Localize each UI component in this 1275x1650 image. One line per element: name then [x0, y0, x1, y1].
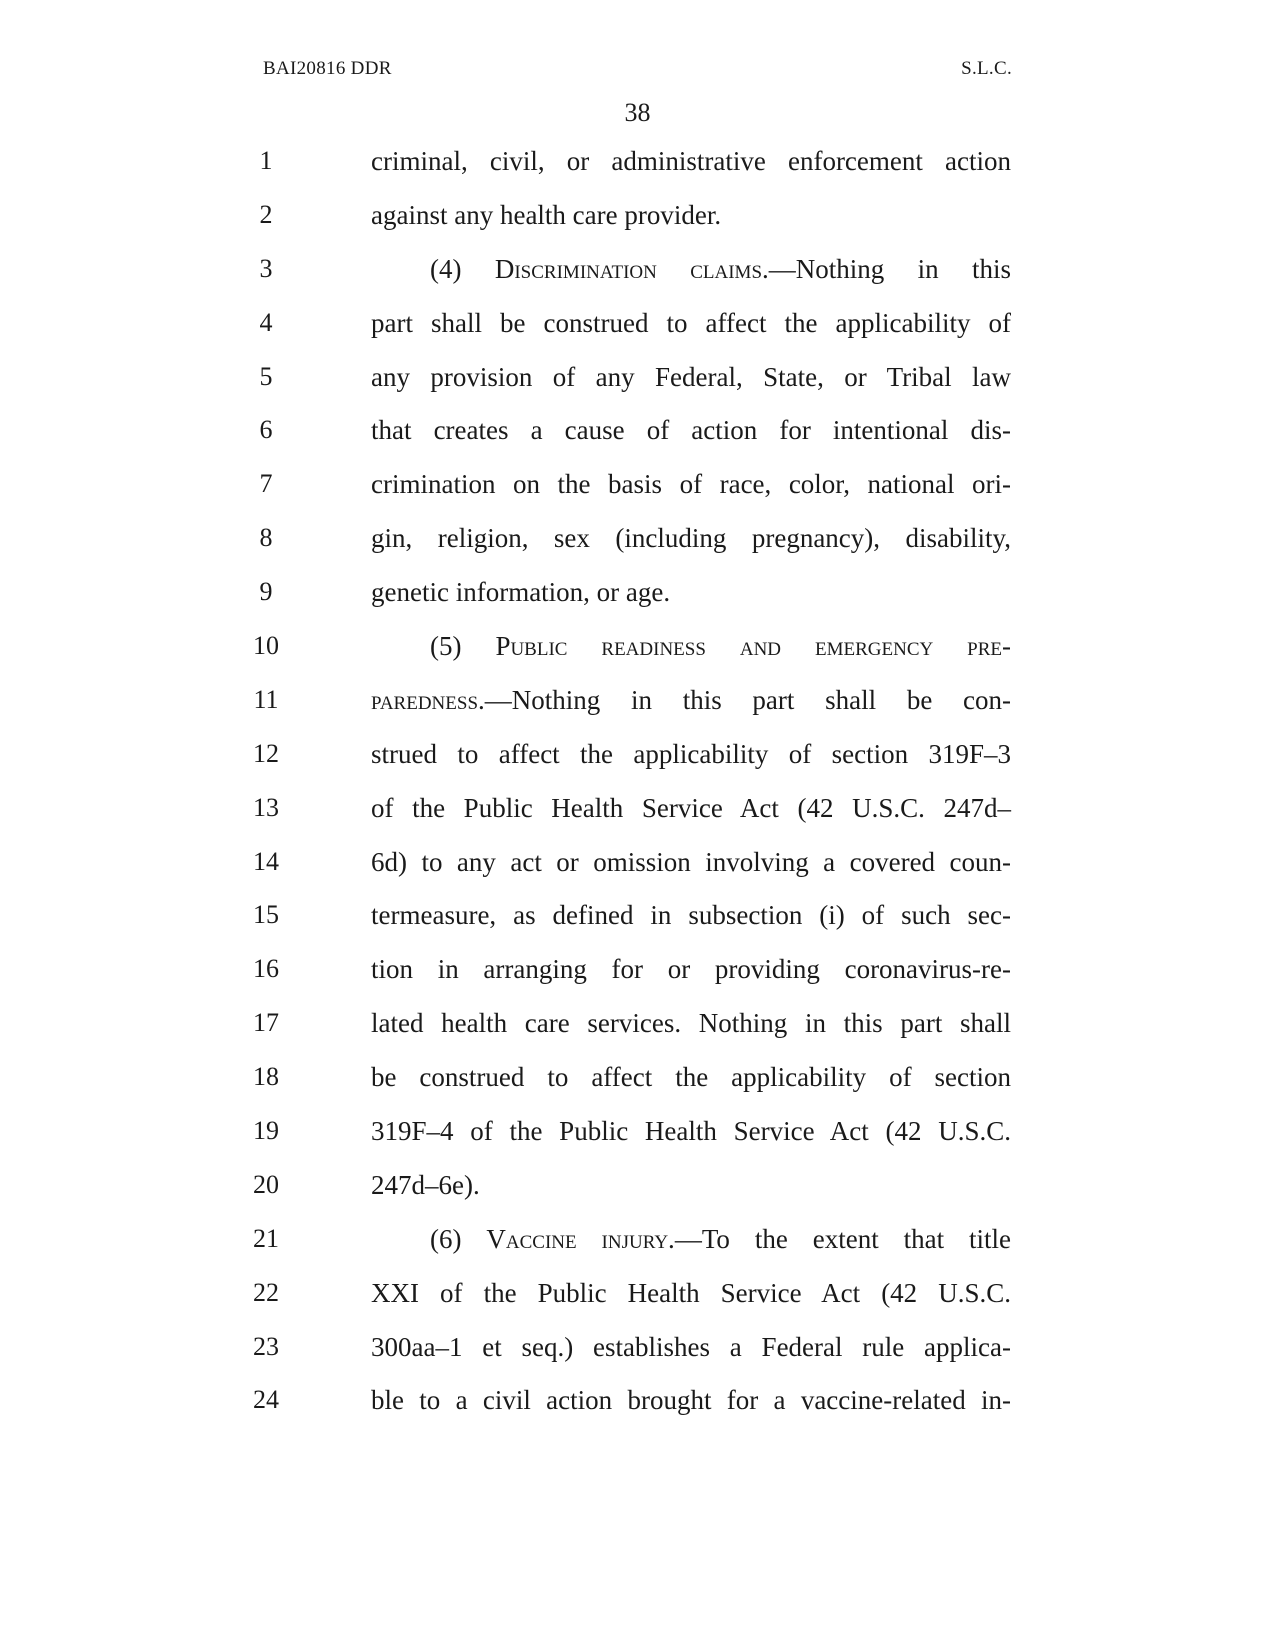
- line-number: 12: [253, 738, 279, 768]
- text-line: [0, 949, 1275, 1003]
- slc-label: S.L.C.: [961, 58, 1012, 79]
- line-text: [430, 626, 1011, 666]
- line-number: 17: [253, 1008, 279, 1038]
- line-number: 1: [259, 146, 273, 175]
- text-line: [0, 1380, 1275, 1434]
- line-number: 10: [253, 631, 279, 661]
- line-number: 24: [253, 1385, 279, 1415]
- line-text: any provision of any Federal, State, or Tribal law: [371, 361, 1011, 392]
- document-id: BAI20816 DDR: [263, 58, 392, 79]
- line-number: 5: [259, 361, 273, 391]
- text-line: [0, 1111, 1275, 1165]
- line-text: tion in arranging for or providing coronavirus-re-: [371, 954, 1011, 985]
- paragraph-heading: Discrimination claims.: [494, 253, 769, 284]
- line-number: 14: [253, 846, 279, 876]
- page-number: 38: [624, 98, 651, 127]
- text-line: [0, 518, 1275, 572]
- line-text: 6d) to any act or omission involving a covered coun-: [371, 846, 1011, 877]
- text-line: [0, 1273, 1275, 1327]
- text-line: [0, 303, 1275, 357]
- line-text: be construed to affect the applicability of section: [371, 1062, 1011, 1093]
- line-text: part shall be construed to affect the applicability of: [371, 307, 1011, 338]
- text-line: [0, 410, 1275, 464]
- paragraph-number: (4): [430, 253, 462, 284]
- line-number: 13: [253, 792, 279, 822]
- text-line: [0, 1165, 1275, 1219]
- line-text: lated health care services. Nothing in this part shall: [371, 1008, 1011, 1039]
- line-number: 7: [259, 469, 273, 499]
- line-text: criminal, civil, or administrative enforcement action: [371, 146, 1011, 176]
- line-text: XXI of the Public Health Service Act (42 U.S.C.: [371, 1277, 1011, 1308]
- line-number: 9: [259, 577, 273, 607]
- paragraph-number: (5): [430, 631, 462, 662]
- line-number: 19: [253, 1116, 279, 1146]
- text-line: [0, 734, 1275, 788]
- line-number: 6: [259, 415, 273, 445]
- text-line: [0, 1219, 1275, 1273]
- bill-text-body: [0, 141, 1275, 1434]
- line-number: 20: [253, 1169, 279, 1199]
- text-line: [0, 626, 1275, 680]
- text-line: [0, 249, 1275, 303]
- line-text: genetic information, or age.: [371, 577, 671, 608]
- line-text: that creates a cause of action for intentional dis-: [371, 415, 1011, 446]
- line-text: [430, 249, 1011, 289]
- paragraph-heading-continued: paredness.: [371, 684, 485, 715]
- text-line: [0, 895, 1275, 949]
- line-text-rest: —Nothing in this: [768, 253, 1012, 284]
- line-number: 4: [259, 307, 273, 337]
- line-text: [371, 680, 1011, 720]
- line-text-rest: —Nothing in this part shall be con-: [484, 684, 1011, 715]
- line-number: 16: [253, 954, 279, 984]
- paragraph-heading: Vaccine injury.: [486, 1223, 675, 1254]
- line-text: crimination on the basis of race, color, national ori-: [371, 469, 1011, 500]
- text-line: [0, 1057, 1275, 1111]
- line-text-rest: —To the extent that title: [674, 1223, 1012, 1254]
- text-line: [0, 572, 1275, 626]
- line-text: 300aa–1 et seq.) establishes a Federal rule applica-: [371, 1331, 1011, 1362]
- text-line: [0, 1327, 1275, 1381]
- text-line: [0, 842, 1275, 896]
- line-number: 11: [253, 684, 279, 714]
- line-text: ble to a civil action brought for a vaccine-related in-: [371, 1385, 1011, 1416]
- line-text: [430, 1219, 1011, 1259]
- line-text: termeasure, as defined in subsection (i) of such sec-: [371, 900, 1011, 931]
- text-line: [0, 141, 1275, 195]
- paragraph-heading: Public readiness and emergency pre-: [495, 631, 1011, 662]
- line-number: 3: [259, 253, 273, 283]
- line-text: strued to affect the applicability of section 319F–3: [371, 738, 1011, 769]
- paragraph-number: (6): [430, 1223, 462, 1254]
- line-text: 247d–6e).: [371, 1169, 480, 1200]
- line-text: gin, religion, sex (including pregnancy), disability,: [371, 523, 1011, 554]
- line-text: against any health care provider.: [371, 199, 722, 230]
- text-line: [0, 195, 1275, 249]
- line-number: 2: [259, 199, 273, 229]
- text-line: [0, 357, 1275, 411]
- line-number: 22: [253, 1277, 279, 1307]
- line-number: 15: [253, 900, 279, 930]
- text-line: [0, 1003, 1275, 1057]
- line-number: 23: [253, 1331, 279, 1361]
- line-text: of the Public Health Service Act (42 U.S.C. 247d–: [371, 792, 1011, 823]
- line-text: 319F–4 of the Public Health Service Act (42 U.S.C.: [371, 1116, 1011, 1147]
- line-number: 18: [253, 1062, 279, 1092]
- line-number: 8: [259, 523, 273, 553]
- text-line: [0, 788, 1275, 842]
- line-number: 21: [253, 1223, 279, 1253]
- text-line: [0, 680, 1275, 734]
- text-line: [0, 464, 1275, 518]
